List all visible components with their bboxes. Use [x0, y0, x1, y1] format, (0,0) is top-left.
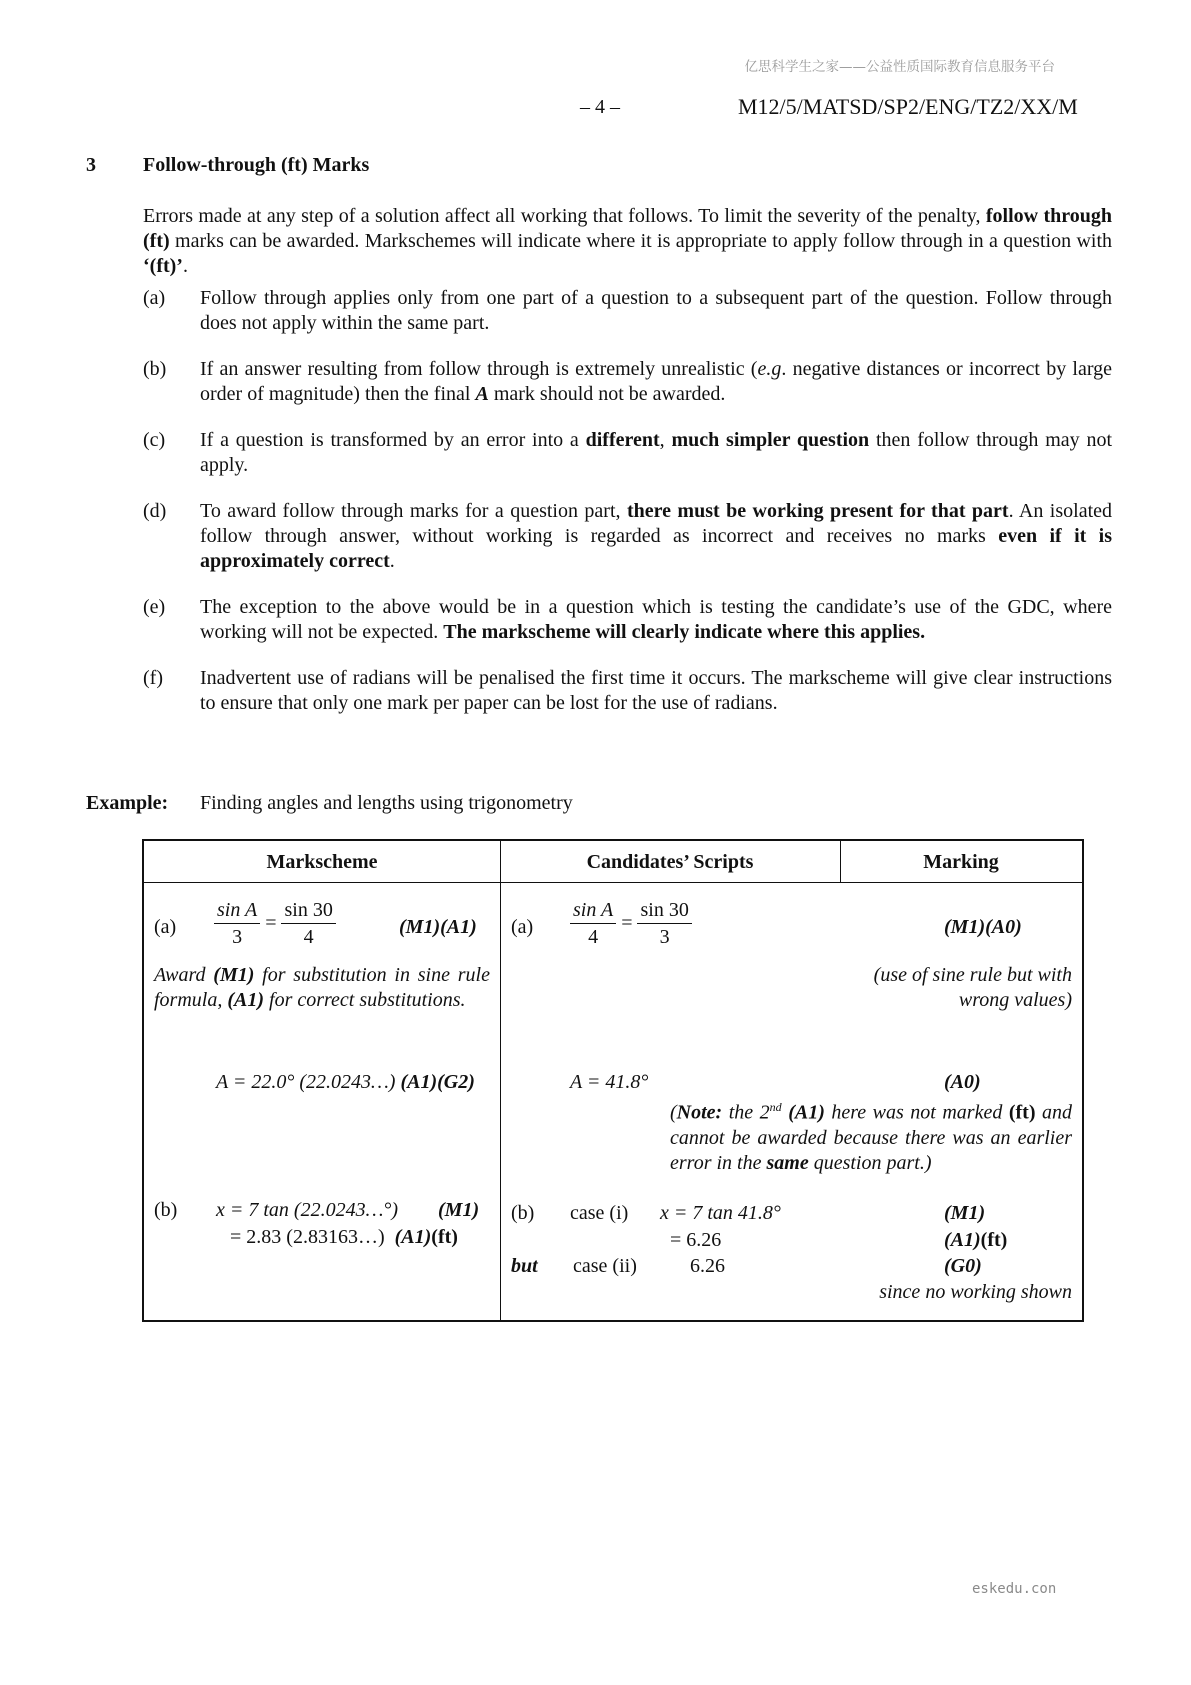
markscheme-award-note: Award (M1) for substitution in sine rule formula, (A1) for correct substitutions.: [154, 964, 490, 1011]
intro-bold-ft: follow through (ft): [143, 205, 1113, 252]
fraction: $\frac{\sin 30}{4}$: [281, 897, 335, 950]
fraction: $\frac{\text{sin A}}{3}$: [214, 897, 260, 950]
marking-a0: (A0): [944, 1071, 981, 1093]
rule-item-c: [143, 428, 1112, 478]
example-table: [142, 839, 1084, 1322]
column-header-markscheme: Markscheme: [266, 851, 378, 873]
rule-label: (c): [143, 429, 166, 451]
markscheme-b-label: (b): [154, 1199, 178, 1221]
scripts-case1: case (i): [570, 1202, 629, 1224]
rule-label: (b): [143, 358, 167, 380]
rule-label: (a): [143, 287, 166, 309]
scripts-case1-result: = 6.26: [670, 1229, 722, 1251]
rule-label: (d): [143, 500, 167, 522]
rule-label: (f): [143, 667, 163, 689]
markscheme-b-line2: = 2.83 (2.83163…) (A1)(ft): [230, 1226, 458, 1248]
marking-m1: (M1): [944, 1202, 986, 1224]
table-divider: [500, 841, 501, 1320]
marking-no-working: since no working shown: [879, 1281, 1072, 1303]
rule-text: If an answer resulting from follow through is extremely unrealistic (e.g. negative distances or incorrect by large order of magnitude) then the final A mark should not be awarded.: [200, 358, 1113, 405]
fraction: $\frac{\sin 30}{3}$: [637, 897, 691, 950]
rule-item-f: [143, 666, 1112, 716]
scripts-a-result: A = 41.8°: [570, 1071, 649, 1093]
rule-item-a: [143, 286, 1112, 336]
example-label: Example:: [86, 792, 169, 814]
rule-item-d: [143, 499, 1112, 574]
scripts-case2-value: 6.26: [690, 1255, 725, 1277]
column-header-scripts: Candidates’ Scripts: [586, 851, 754, 873]
rule-item-e: [143, 595, 1112, 645]
marking-a-marks: (M1)(A0): [944, 916, 1022, 938]
rule-label: (e): [143, 596, 166, 618]
intro-paragraph: [143, 204, 1112, 279]
intro-text-3: .: [182, 255, 188, 277]
marking-note: (Note: the 2nd (A1) here was not marked (ft) and cannot be awarded because there was an earlier error in the same question part.): [670, 1100, 1073, 1174]
markscheme-b-m1: (M1): [438, 1199, 480, 1221]
intro-text-1: Errors made at any step of a solution affect all working that follows. To limit the severity of the penalty,: [143, 205, 986, 227]
section-title: Follow-through (ft) Marks: [143, 154, 370, 176]
fraction: $\frac{\text{sin A}}{4}$: [570, 897, 616, 950]
scripts-but: but: [511, 1255, 538, 1277]
intro-bold-ft-quote: ‘(ft)’: [143, 255, 183, 277]
rule-text: The exception to the above would be in a question which is testing the candidate’s use of the GDC, where working will not be expected. The markscheme will clearly indicate where this applies.: [200, 596, 1112, 643]
rule-text: If a question is transformed by an error into a different, much simpler question then follow through may not apply.: [200, 429, 1113, 476]
marking-a1-ft: (A1)(ft): [944, 1229, 1008, 1251]
scripts-sine-rule: $\frac{\text{sin A}}{4}$ = $\frac{\sin 30}{3}$: [570, 897, 692, 950]
markscheme-a-marks: (M1)(A1): [399, 916, 477, 938]
rule-text: Follow through applies only from one part of a question to a subsequent part of the question. Follow through does not apply within the same part.: [200, 287, 1112, 334]
rule-item-b: [143, 357, 1112, 407]
section-number: 3: [86, 154, 96, 176]
marking-a-note: (use of sine rule but with wrong values): [873, 964, 1072, 1011]
example-line: [86, 792, 573, 815]
scripts-case1-equation: x = 7 tan 41.8°: [660, 1202, 781, 1224]
watermark-text: 亿思科学生之家——公益性质国际教育信息服务平台: [744, 59, 1055, 75]
section-heading: [86, 154, 369, 177]
scripts-b-label: (b): [511, 1202, 535, 1224]
intro-text-2: marks can be awarded. Markschemes will indicate where it is appropriate to apply follow through in a question with: [169, 230, 1112, 252]
markscheme-a-label: (a): [154, 916, 177, 938]
markscheme-a-result: A = 22.0° (22.0243…) (A1)(G2): [216, 1071, 475, 1093]
scripts-case2: case (ii): [573, 1255, 637, 1277]
table-header-rule: [144, 882, 1082, 883]
page-number: – 4 –: [580, 96, 620, 118]
rule-text: To award follow through marks for a question part, there must be working present for that part. An isolated follow through answer, without working is regarded as incorrect and receives no marks even if it is approximately correct.: [200, 500, 1113, 572]
markscheme-sine-rule: $\frac{\text{sin A}}{3}$ = $\frac{\sin 30}{4}$: [214, 897, 336, 950]
footer-site-text: eskedu.con: [972, 1581, 1057, 1597]
marking-g0: (G0): [944, 1255, 982, 1277]
scripts-a-label: (a): [511, 916, 534, 938]
markscheme-b-line1: x = 7 tan (22.0243…°): [216, 1199, 399, 1221]
example-text: Finding angles and lengths using trigonometry: [200, 792, 573, 814]
document-code: M12/5/MATSD/SP2/ENG/TZ2/XX/M: [738, 94, 1078, 119]
rule-text: Inadvertent use of radians will be penalised the first time it occurs. The markscheme will give clear instructions to ensure that only one mark per paper can be lost for the use of radians.: [200, 667, 1112, 714]
column-header-marking: Marking: [923, 851, 999, 873]
